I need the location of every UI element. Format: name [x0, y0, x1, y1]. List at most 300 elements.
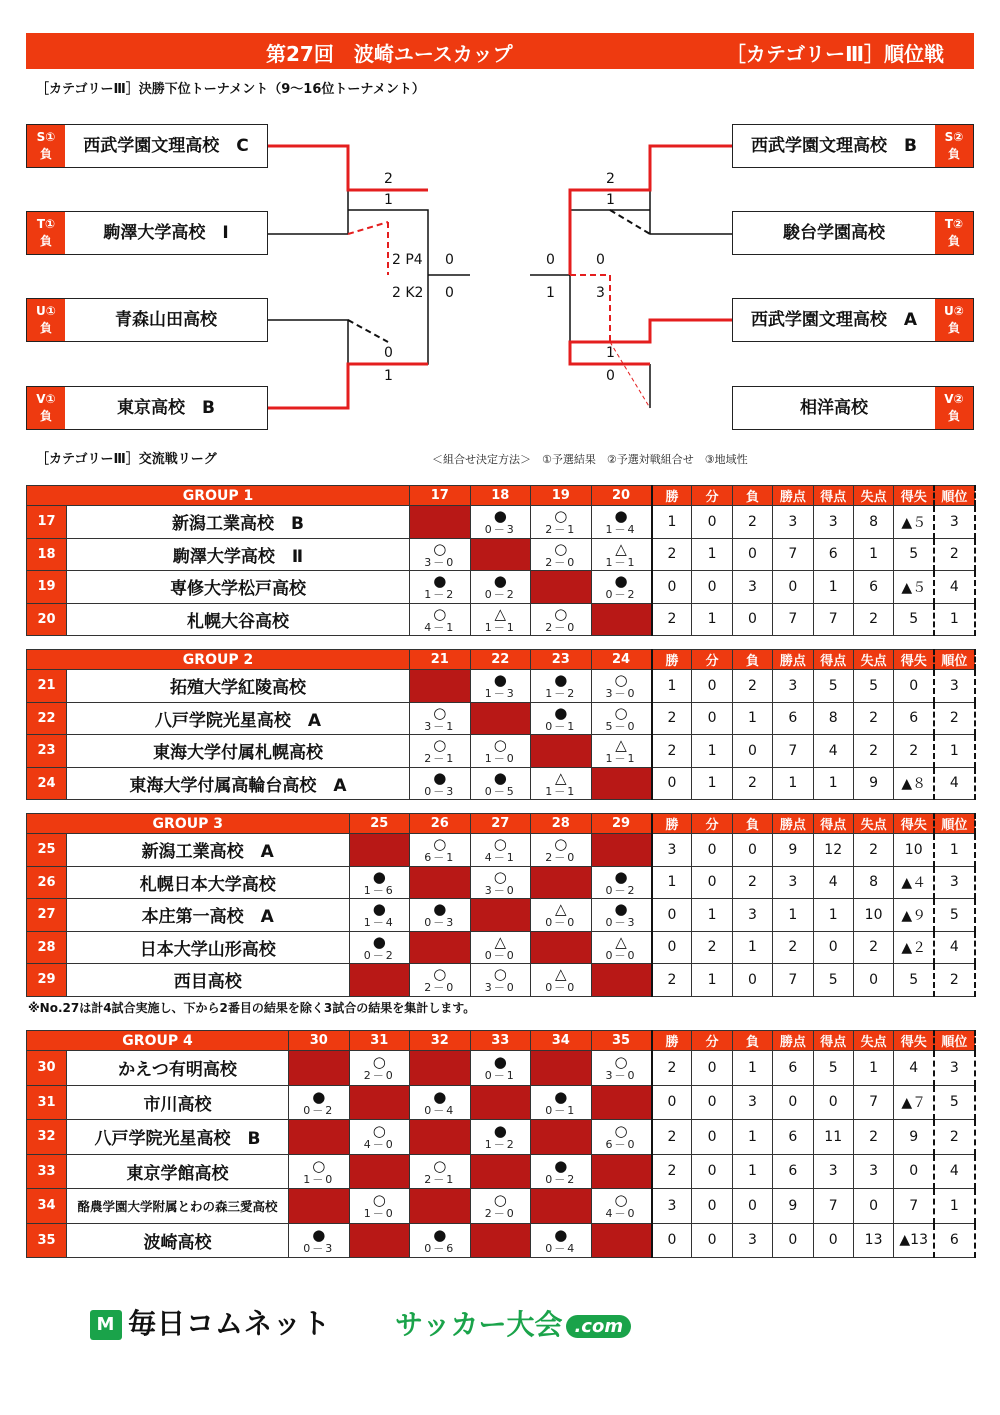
bracket-team-left-1	[26, 124, 268, 168]
stat-value: 1	[853, 538, 893, 571]
stat-value: 4	[894, 1051, 934, 1086]
stat-value: 0	[813, 1223, 853, 1258]
stat-value: 5	[894, 538, 934, 571]
bracket-score: 1	[606, 345, 615, 361]
stat-value: 2	[853, 735, 893, 768]
empty-match-cell	[470, 1223, 531, 1258]
match-score: 0－4	[424, 1103, 456, 1117]
stat-value: 1	[813, 571, 853, 604]
empty-match-cell	[531, 1120, 592, 1155]
empty-match-cell	[531, 931, 592, 964]
stat-value: 9	[773, 1189, 813, 1224]
stat-value: 2	[934, 964, 974, 997]
stat-header: 順位	[934, 486, 974, 506]
result-symbol: ○	[554, 539, 568, 558]
stat-value: 8	[813, 702, 853, 735]
stat-header: 負	[732, 814, 772, 834]
stat-value: 1	[692, 964, 732, 997]
table-row	[27, 964, 975, 997]
seed-badge: S② 負	[935, 125, 973, 167]
empty-match-cell	[591, 603, 652, 636]
match-score: 1－3	[484, 687, 516, 701]
match-score: 4－1	[424, 620, 456, 634]
stat-value: 8	[853, 506, 893, 539]
group-table-2	[26, 649, 976, 800]
stat-value: 9	[773, 834, 813, 867]
bracket-score: 0	[606, 368, 615, 384]
stat-value: 6	[934, 1223, 974, 1258]
stat-header: 勝	[652, 650, 692, 670]
match-result	[289, 1085, 350, 1120]
table-row	[27, 931, 975, 964]
tournament-subtitle: ［カテゴリーⅢ］決勝下位トーナメント（9～16位トーナメント）	[36, 82, 425, 97]
result-symbol: ●	[433, 768, 447, 787]
bracket-score: 2	[606, 171, 615, 187]
stat-header: 勝	[652, 814, 692, 834]
team-number: 27	[27, 899, 67, 932]
stat-header: 勝点	[773, 650, 813, 670]
result-symbol: ○	[493, 867, 507, 886]
result-symbol: △	[494, 604, 507, 623]
team-name: 市川高校	[67, 1085, 289, 1120]
opponent-header: 25	[349, 814, 410, 834]
stat-header: 順位	[934, 814, 974, 834]
team-number: 23	[27, 735, 67, 768]
team-number: 28	[27, 931, 67, 964]
match-score: 0－0	[545, 981, 577, 995]
match-score: 6－0	[605, 1138, 637, 1152]
match-score: 1－2	[545, 687, 577, 701]
stat-value: 0	[652, 1085, 692, 1120]
stat-value: 5	[894, 603, 934, 636]
stat-value: 7	[773, 538, 813, 571]
result-symbol: △	[554, 965, 567, 984]
stat-value: 7	[773, 735, 813, 768]
group3-note: ※No.27は計4試合実施し、下から2番目の結果を除く3試合の結果を集計します。	[28, 1001, 476, 1015]
stat-value: 2	[894, 735, 934, 768]
match-result	[531, 702, 592, 735]
stat-value: 0	[692, 1085, 732, 1120]
stat-value: 1	[732, 1154, 772, 1189]
match-score: 0－0	[605, 948, 637, 962]
stat-value: 2	[732, 670, 772, 703]
empty-match-cell	[289, 1120, 350, 1155]
stat-value: 0	[692, 1051, 732, 1086]
result-symbol: ○	[433, 835, 447, 854]
stat-value: 10	[894, 834, 934, 867]
empty-match-cell	[531, 1051, 592, 1086]
opponent-header: 32	[410, 1031, 471, 1051]
match-score: 0－1	[545, 1103, 577, 1117]
team-number: 17	[27, 506, 67, 539]
match-result	[531, 603, 592, 636]
result-symbol: ●	[493, 671, 507, 690]
result-symbol: ○	[614, 703, 628, 722]
match-result	[591, 899, 652, 932]
result-symbol: ●	[433, 572, 447, 591]
stat-value: 2	[652, 735, 692, 768]
match-result	[470, 571, 531, 604]
stat-header: 勝点	[773, 1031, 813, 1051]
result-symbol: ●	[493, 1053, 507, 1072]
group-name: GROUP 3	[27, 814, 350, 834]
empty-match-cell	[531, 735, 592, 768]
stat-value: 12	[813, 834, 853, 867]
team-number: 30	[27, 1051, 67, 1086]
empty-match-cell	[470, 1154, 531, 1189]
stat-value: 3	[732, 1223, 772, 1258]
stat-header: 得失	[894, 650, 934, 670]
team-name: 東海大学付属札幌高校	[67, 735, 410, 768]
stat-value: 3	[773, 670, 813, 703]
stat-header: 負	[732, 1031, 772, 1051]
result-symbol: ○	[493, 965, 507, 984]
table-row	[27, 702, 975, 735]
match-result	[410, 767, 471, 800]
empty-match-cell	[410, 670, 471, 703]
team-name: 札幌日本大学高校	[67, 866, 350, 899]
page-category: ［カテゴリーⅢ］順位戦	[725, 42, 944, 66]
match-result	[410, 571, 471, 604]
empty-match-cell	[349, 964, 410, 997]
match-result	[531, 1085, 592, 1120]
stat-value: 0	[894, 1154, 934, 1189]
team-name: 八戸学院光星高校 B	[67, 1120, 289, 1155]
stat-value: 0	[692, 1154, 732, 1189]
match-result	[531, 670, 592, 703]
seed-badge: V② 負	[935, 387, 973, 429]
match-result	[410, 735, 471, 768]
result-symbol: ○	[312, 1156, 326, 1175]
stat-value: 0	[692, 571, 732, 604]
stat-value: ▲２	[894, 931, 934, 964]
stat-value: 5	[934, 899, 974, 932]
stat-value: 2	[732, 506, 772, 539]
stat-value: 5	[813, 670, 853, 703]
result-symbol: ○	[614, 1053, 628, 1072]
match-result	[410, 603, 471, 636]
bracket-score: 0	[445, 252, 454, 268]
table-row	[27, 834, 975, 867]
bracket-score: 3	[596, 285, 605, 301]
match-result	[410, 538, 471, 571]
result-symbol: ○	[493, 1191, 507, 1210]
stat-value: 10	[853, 899, 893, 932]
match-score: 0－2	[545, 1172, 577, 1186]
result-symbol: ●	[554, 1087, 568, 1106]
team-name: 専修大学松戸高校	[67, 571, 410, 604]
stat-value: 0	[732, 964, 772, 997]
result-symbol: ●	[433, 900, 447, 919]
result-symbol: ○	[493, 736, 507, 755]
empty-match-cell	[470, 899, 531, 932]
group-header-row	[27, 814, 975, 834]
match-result	[410, 899, 471, 932]
mainichi-comnet-logo: M 毎日コムネット	[90, 1302, 331, 1342]
stat-header: 順位	[934, 1031, 974, 1051]
match-result	[410, 702, 471, 735]
match-score: 2－1	[545, 523, 577, 537]
match-score: 0－6	[424, 1241, 456, 1255]
stat-value: 7	[773, 964, 813, 997]
result-symbol: ●	[554, 703, 568, 722]
result-symbol: ○	[372, 1122, 386, 1141]
match-result	[591, 1189, 652, 1224]
bracket-team-left-4	[26, 386, 268, 430]
bracket-pk-score: 2 K2	[392, 285, 424, 301]
team-name: 酪農学園大学附属とわの森三愛高校	[67, 1189, 289, 1224]
stat-value: 2	[853, 702, 893, 735]
match-score: 3－0	[605, 687, 637, 701]
match-score: 1－2	[424, 588, 456, 602]
team-name: 東海大学付属高輪台高校 A	[67, 767, 410, 800]
match-score: 0－3	[303, 1241, 335, 1255]
bracket-score: 2	[384, 171, 393, 187]
stat-header: 失点	[853, 650, 893, 670]
stat-value: 3	[813, 1154, 853, 1189]
team-number: 24	[27, 767, 67, 800]
stat-header: 分	[692, 486, 732, 506]
stat-value: 3	[773, 506, 813, 539]
stat-value: ▲５	[894, 506, 934, 539]
team-name: 西目高校	[67, 964, 350, 997]
stat-value: 0	[853, 1189, 893, 1224]
opponent-header: 35	[591, 1031, 652, 1051]
result-symbol: ●	[554, 1225, 568, 1244]
match-score: 4－0	[605, 1207, 637, 1221]
bracket-team-right-3	[732, 298, 974, 342]
opponent-header: 26	[410, 814, 471, 834]
group-name: GROUP 2	[27, 650, 410, 670]
match-result	[531, 538, 592, 571]
stat-value: 3	[732, 1085, 772, 1120]
result-symbol: △	[554, 900, 567, 919]
stat-value: 0	[732, 603, 772, 636]
stat-value: 3	[934, 1051, 974, 1086]
match-result	[470, 1051, 531, 1086]
opponent-header: 28	[531, 814, 592, 834]
opponent-header: 18	[470, 486, 531, 506]
match-score: 1－1	[605, 555, 637, 569]
empty-match-cell	[410, 866, 471, 899]
empty-match-cell	[591, 834, 652, 867]
stat-value: 9	[894, 1120, 934, 1155]
match-score: 4－0	[363, 1138, 395, 1152]
soccer-taikai-logo: サッカー大会 .com	[395, 1303, 631, 1343]
stat-value: 0	[692, 866, 732, 899]
match-result	[531, 1154, 592, 1189]
seed-badge: S① 負	[27, 125, 65, 167]
stat-value: 0	[692, 670, 732, 703]
result-symbol: ●	[493, 507, 507, 526]
match-score: 0－1	[484, 1069, 516, 1083]
table-row	[27, 1154, 975, 1189]
stat-value: 0	[853, 964, 893, 997]
empty-match-cell	[591, 964, 652, 997]
result-symbol: ○	[433, 703, 447, 722]
stat-value: 0	[773, 571, 813, 604]
result-symbol: △	[615, 539, 627, 558]
stat-value: 0	[732, 834, 772, 867]
bracket-team-right-2	[732, 211, 974, 255]
bracket-score: 1	[384, 368, 393, 384]
stat-header: 分	[692, 814, 732, 834]
match-result	[531, 964, 592, 997]
stat-value: 11	[813, 1120, 853, 1155]
seed-badge: T② 負	[935, 212, 973, 254]
team-name: 駿台学園高校	[783, 223, 885, 243]
stat-value: 6	[773, 1120, 813, 1155]
match-result	[410, 834, 471, 867]
stat-value: 6	[773, 1051, 813, 1086]
team-number: 22	[27, 702, 67, 735]
stat-header: 負	[732, 486, 772, 506]
stat-header: 勝点	[773, 486, 813, 506]
result-symbol: ●	[372, 932, 386, 951]
bracket-score: 1	[606, 192, 615, 208]
stat-value: 7	[853, 1085, 893, 1120]
team-name: 東京高校 B	[117, 398, 215, 418]
result-symbol: ○	[614, 671, 628, 690]
stat-value: 3	[773, 866, 813, 899]
empty-match-cell	[470, 538, 531, 571]
opponent-header: 22	[470, 650, 531, 670]
match-result	[591, 931, 652, 964]
result-symbol: ●	[614, 900, 628, 919]
page-title: 第27回 波崎ユースカップ	[266, 42, 513, 66]
team-number: 34	[27, 1189, 67, 1224]
match-result	[470, 931, 531, 964]
stat-value: 3	[934, 670, 974, 703]
match-score: 1－1	[484, 620, 516, 634]
bracket-team-right-4	[732, 386, 974, 430]
bracket-team-right-1	[732, 124, 974, 168]
stat-value: 0	[692, 506, 732, 539]
stat-value: 1	[773, 899, 813, 932]
match-score: 0－5	[484, 784, 516, 798]
table-row	[27, 866, 975, 899]
stat-value: 1	[692, 603, 732, 636]
group-header-row	[27, 650, 975, 670]
result-symbol: ○	[372, 1053, 386, 1072]
match-score: 0－1	[545, 719, 577, 733]
team-number: 33	[27, 1154, 67, 1189]
result-symbol: ●	[614, 507, 628, 526]
result-symbol: △	[615, 736, 627, 755]
opponent-header: 31	[349, 1031, 410, 1051]
match-result	[289, 1223, 350, 1258]
league-subtitle: ［カテゴリーⅢ］交流戦リーグ	[36, 452, 217, 467]
stat-value: ▲13	[894, 1223, 934, 1258]
stat-value: 1	[813, 899, 853, 932]
team-name: 西武学園文理高校 A	[750, 310, 918, 330]
match-score: 1－4	[363, 916, 395, 930]
stat-header: 勝	[652, 1031, 692, 1051]
stat-value: 9	[853, 767, 893, 800]
match-result	[591, 571, 652, 604]
stat-value: 0	[692, 834, 732, 867]
stat-value: 1	[692, 538, 732, 571]
stat-header: 失点	[853, 1031, 893, 1051]
seed-badge: U② 負	[935, 299, 973, 341]
opponent-header: 34	[531, 1031, 592, 1051]
team-name: 拓殖大学紅陵高校	[67, 670, 410, 703]
match-score: 3－0	[484, 981, 516, 995]
stat-value: 0	[773, 1085, 813, 1120]
bracket-score: 0	[596, 252, 605, 268]
stat-value: 5	[894, 964, 934, 997]
stat-value: 0	[652, 899, 692, 932]
empty-match-cell	[289, 1051, 350, 1086]
stat-value: 1	[853, 1051, 893, 1086]
stat-value: 2	[934, 702, 974, 735]
empty-match-cell	[349, 834, 410, 867]
stat-value: 0	[692, 702, 732, 735]
stat-value: 8	[853, 866, 893, 899]
stat-value: 4	[813, 866, 853, 899]
bracket-score: 1	[546, 285, 555, 301]
stat-value: 0	[732, 1189, 772, 1224]
stat-value: 2	[853, 931, 893, 964]
stat-header: 得点	[813, 1031, 853, 1051]
empty-match-cell	[531, 1189, 592, 1224]
stat-value: 6	[813, 538, 853, 571]
match-result	[591, 702, 652, 735]
match-result	[470, 964, 531, 997]
match-result	[349, 1051, 410, 1086]
match-result	[470, 506, 531, 539]
match-result	[289, 1154, 350, 1189]
match-score: 2－1	[424, 1172, 456, 1186]
match-score: 1－1	[605, 752, 637, 766]
match-score: 0－3	[484, 523, 516, 537]
stat-value: 6	[773, 702, 813, 735]
empty-match-cell	[591, 1223, 652, 1258]
stat-value: 0	[732, 735, 772, 768]
stat-value: 3	[732, 571, 772, 604]
match-score: 2－0	[545, 851, 577, 865]
team-number: 19	[27, 571, 67, 604]
stat-value: 0	[813, 1085, 853, 1120]
team-name: 日本大学山形高校	[67, 931, 350, 964]
stat-value: 1	[652, 866, 692, 899]
stat-value: 1	[813, 767, 853, 800]
match-result	[531, 1223, 592, 1258]
table-row	[27, 767, 975, 800]
match-score: 2－0	[363, 1069, 395, 1083]
result-symbol: ●	[433, 1225, 447, 1244]
stat-value: 4	[934, 931, 974, 964]
stat-value: 5	[853, 670, 893, 703]
stat-value: 1	[732, 1120, 772, 1155]
team-number: 21	[27, 670, 67, 703]
result-symbol: ○	[493, 835, 507, 854]
stat-header: 得点	[813, 650, 853, 670]
stat-value: 3	[934, 506, 974, 539]
stat-value: 6	[773, 1154, 813, 1189]
stat-value: 2	[652, 1120, 692, 1155]
empty-match-cell	[410, 1189, 471, 1224]
stat-value: 5	[934, 1085, 974, 1120]
bracket-score: 0	[445, 285, 454, 301]
bracket-score: 0	[546, 252, 555, 268]
team-name: 波崎高校	[67, 1223, 289, 1258]
stat-value: 1	[934, 834, 974, 867]
stat-value: 1	[732, 1051, 772, 1086]
result-symbol: ●	[372, 900, 386, 919]
opponent-header: 20	[591, 486, 652, 506]
match-result	[531, 834, 592, 867]
